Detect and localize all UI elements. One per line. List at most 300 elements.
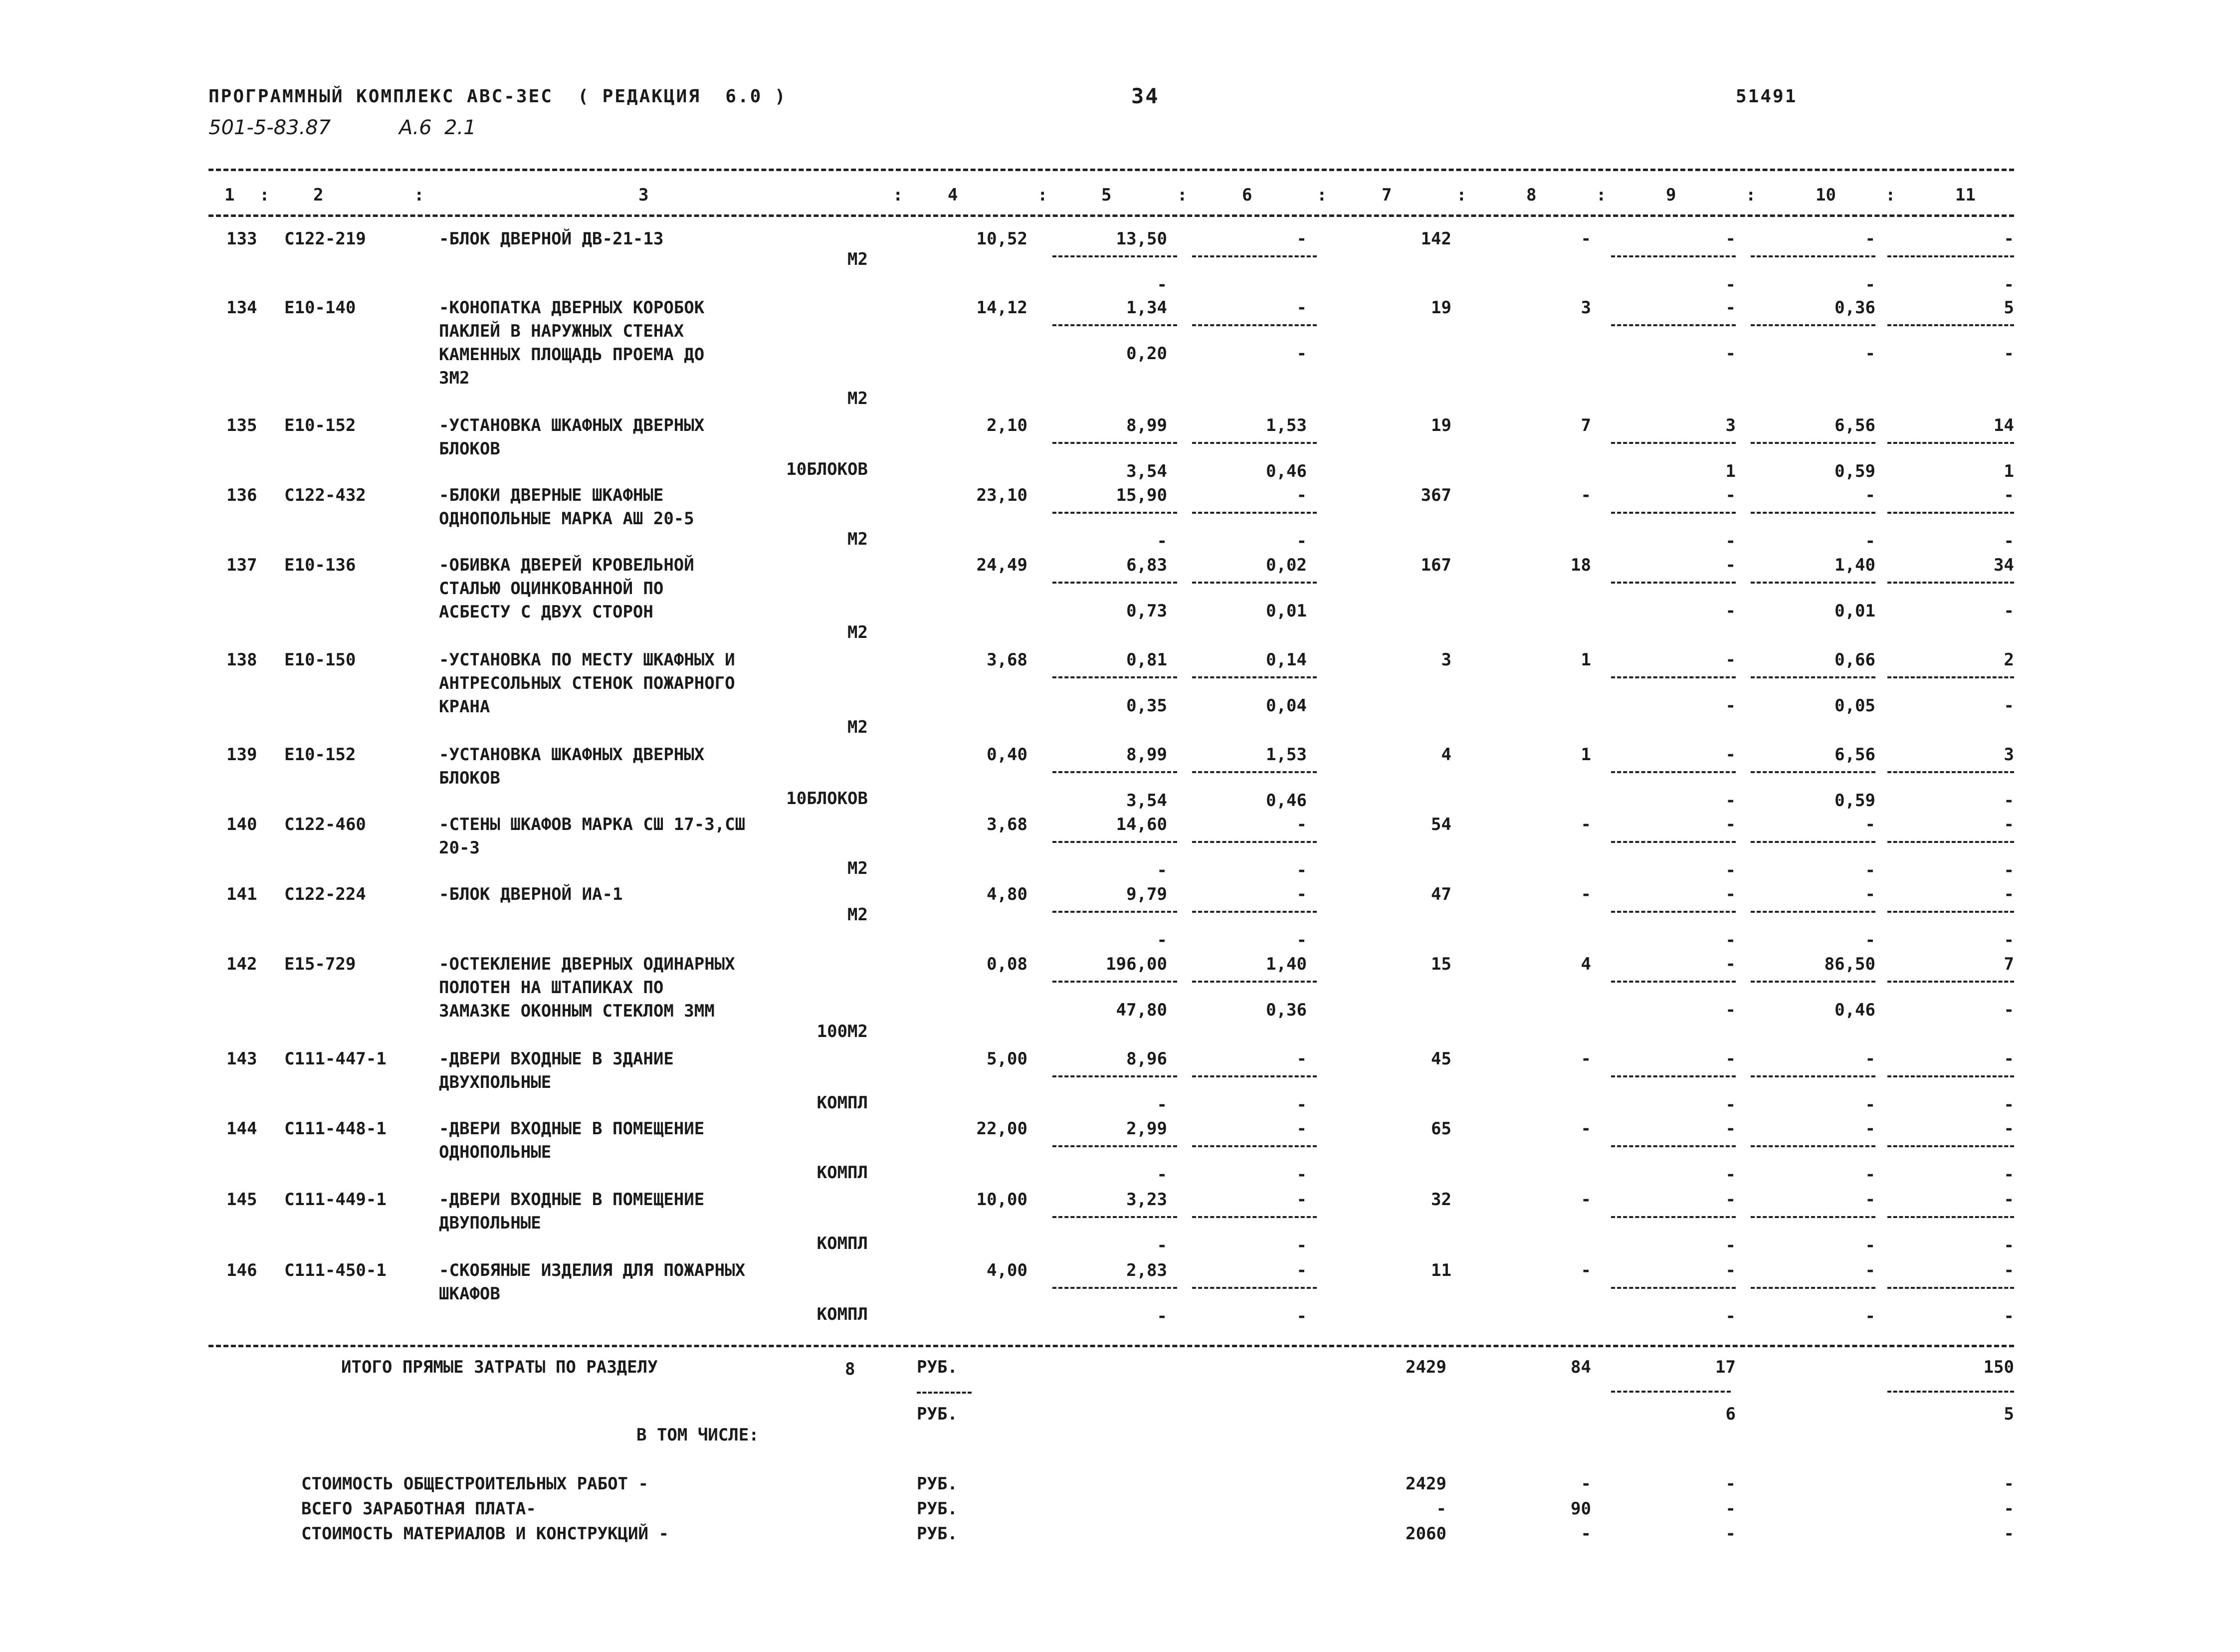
row-col11-divider [1887,676,2014,678]
row-col6-divider [1192,255,1317,257]
row-col9-bottom: 1 [1725,461,1736,481]
row-col11-divider [1887,1216,2014,1218]
row-col11-divider [1887,1075,2014,1077]
row-col9-top: 3 [1725,415,1736,435]
row-col10-top: 6,56 [1834,415,1875,435]
row-col7-total: 65 [1431,1119,1451,1139]
row-description: -ОСТЕКЛЕНИЕ ДВЕРНЫХ ОДИНАРНЫХ [439,954,735,974]
row-col9-divider [1611,841,1736,843]
column-separator: : [414,185,424,205]
row-col11-top: 7 [2004,954,2014,974]
row-col4-quantity: 10,52 [976,229,1027,249]
row-col9-top: - [1725,1049,1736,1069]
summary-col8: - [1581,1524,1591,1544]
row-col11-top: - [2004,1190,2014,1210]
summary-label: СТОИМОСТЬ МАТЕРИАЛОВ И КОНСТРУКЦИЙ - [301,1524,669,1544]
row-col11-top: - [2004,1260,2014,1280]
totals-rule [208,1345,2014,1347]
row-col9-top: - [1725,1190,1736,1210]
row-col9-bottom: - [1725,930,1736,950]
row-col9-bottom: - [1725,1095,1736,1115]
totals-unit-2: РУБ. [917,1404,958,1424]
row-col6-divider [1192,841,1317,843]
row-col8: 18 [1571,555,1591,575]
row-description: БЛОКОВ [439,768,500,788]
row-col5-divider [1052,582,1177,584]
row-col5-bottom: - [1157,275,1167,295]
row-col9-divider [1611,1216,1736,1218]
row-description: -БЛОК ДВЕРНОЙ ИА-1 [439,884,623,904]
row-col10-top: - [1865,485,1875,505]
row-col8: - [1581,1049,1591,1069]
totals-col9-divider [1611,1391,1731,1393]
row-col5-divider [1052,324,1177,326]
row-col5-top: 15,90 [1116,485,1167,505]
row-unit: 10БЛОКОВ [786,459,868,479]
row-col6-bottom: 0,36 [1266,1000,1307,1020]
row-number: 139 [226,745,257,765]
row-col6-divider [1192,442,1317,444]
summary-col11: - [2004,1524,2014,1544]
row-description: -ДВЕРИ ВХОДНЫЕ В ЗДАНИЕ [439,1049,674,1069]
row-col6-divider [1192,981,1317,983]
column-separator: : [1317,185,1327,205]
row-col6-bottom: - [1296,1236,1307,1255]
row-col9-bottom: - [1725,791,1736,811]
row-col5-divider [1052,911,1177,913]
row-code: С122-224 [284,884,366,904]
row-col10-top: - [1865,815,1875,834]
row-col7-total: 11 [1431,1260,1451,1280]
column-separator: : [1037,185,1048,205]
row-description: ПАКЛЕЙ В НАРУЖНЫХ СТЕНАХ [439,321,684,341]
row-code: Е10-136 [284,555,356,575]
totals-unit-underline [917,1392,972,1394]
row-col6-top: 0,02 [1266,555,1307,575]
row-col4-quantity: 0,08 [987,954,1027,974]
row-col6-top: 0,14 [1266,650,1307,670]
row-col7-total: 54 [1431,815,1451,834]
row-col8: - [1581,815,1591,834]
handwritten-reference: 501-5-83.87 [208,116,331,139]
row-col5-top: 8,99 [1126,415,1167,435]
row-col6-top: - [1296,485,1307,505]
row-col10-divider [1751,911,1875,913]
totals-col8: 84 [1571,1357,1591,1377]
row-col6-bottom: - [1296,1306,1307,1326]
summary-col7: 2060 [1406,1524,1446,1544]
row-col8: 1 [1581,650,1591,670]
summary-col9: - [1725,1524,1736,1544]
row-col5-top: 3,23 [1126,1190,1167,1210]
row-col8: 4 [1581,954,1591,974]
row-unit: КОМПЛ [816,1234,868,1253]
row-description: ЗАМАЗКЕ ОКОННЫМ СТЕКЛОМ 3ММ [439,1001,715,1021]
column-separator: : [1885,185,1896,205]
row-col5-bottom: 0,20 [1126,344,1167,364]
row-col9-divider [1611,771,1736,773]
row-col6-bottom: - [1296,1165,1307,1185]
row-col10-bottom: - [1865,531,1875,551]
row-col6-divider [1192,324,1317,326]
row-col10-top: - [1865,229,1875,249]
row-col9-bottom: - [1725,860,1736,880]
row-col6-bottom: - [1296,531,1307,551]
row-col4-quantity: 10,00 [976,1190,1027,1210]
row-col5-top: 9,79 [1126,884,1167,904]
row-col11-top: 34 [1994,555,2014,575]
row-col10-bottom: - [1865,275,1875,295]
row-col11-bottom: - [2004,1306,2014,1326]
row-col6-top: - [1296,815,1307,834]
row-col11-divider [1887,1287,2014,1289]
row-col6-top: - [1296,298,1307,318]
row-col10-divider [1751,981,1875,983]
row-col10-divider [1751,442,1875,444]
row-col7-total: 19 [1431,298,1451,318]
row-col4-quantity: 4,00 [987,1260,1027,1280]
row-col6-top: 1,53 [1266,415,1307,435]
column-header-3: 3 [638,185,649,205]
row-number: 137 [226,555,257,575]
row-col4-quantity: 24,49 [976,555,1027,575]
summary-col9: - [1725,1474,1736,1494]
row-col8: - [1581,1119,1591,1139]
top-rule [208,169,2014,171]
row-description: -ДВЕРИ ВХОДНЫЕ В ПОМЕЩЕНИЕ [439,1119,705,1139]
row-col11-bottom: - [2004,791,2014,811]
row-unit: М2 [847,529,868,549]
row-col8: 3 [1581,298,1591,318]
row-col10-bottom: 0,05 [1834,696,1875,716]
row-col9-bottom: - [1725,344,1736,364]
row-col4-quantity: 5,00 [987,1049,1027,1069]
row-description: 3М2 [439,368,470,388]
row-col7-total: 19 [1431,415,1451,435]
row-col7-total: 3 [1441,650,1451,670]
row-description: КРАНА [439,697,490,717]
totals-col9-bottom: 6 [1725,1404,1736,1424]
row-col9-top: - [1725,650,1736,670]
row-col11-bottom: - [2004,531,2014,551]
totals-unit-1: РУБ. [917,1357,958,1377]
row-col9-top: - [1725,1260,1736,1280]
row-col6-bottom: 0,01 [1266,601,1307,621]
row-col4-quantity: 22,00 [976,1119,1027,1139]
row-col4-quantity: 14,12 [976,298,1027,318]
row-col8: - [1581,1190,1591,1210]
row-col11-top: - [2004,1119,2014,1139]
header-bottom-rule [208,214,2014,217]
row-col6-divider [1192,771,1317,773]
row-description: 20-3 [439,838,480,858]
row-description: -БЛОК ДВЕРНОЙ ДВ-21-13 [439,229,664,249]
row-col10-bottom: 0,46 [1834,1000,1875,1020]
summary-col9: - [1725,1499,1736,1519]
row-col11-top: - [2004,815,2014,834]
row-col5-top: 14,60 [1116,815,1167,834]
row-col9-bottom: - [1725,1306,1736,1326]
row-col11-bottom: - [2004,601,2014,621]
row-col6-divider [1192,911,1317,913]
row-col7-total: 367 [1421,485,1451,505]
row-col10-bottom: 0,59 [1834,791,1875,811]
row-col10-divider [1751,841,1875,843]
row-col9-bottom: - [1725,531,1736,551]
page-number: 34 [1131,84,1160,108]
row-col6-top: - [1296,1049,1307,1069]
row-col11-bottom: - [2004,275,2014,295]
summary-label: СТОИМОСТЬ ОБЩЕСТРОИТЕЛЬНЫХ РАБОТ - [301,1474,648,1494]
row-col10-divider [1751,512,1875,514]
row-col9-top: - [1725,555,1736,575]
row-col10-divider [1751,255,1875,257]
row-col10-bottom: - [1865,1165,1875,1185]
row-col9-divider [1611,582,1736,584]
row-code: С111-449-1 [284,1190,387,1210]
totals-section: 8 [845,1359,855,1379]
column-header-8: 8 [1526,185,1537,205]
row-col5-bottom: 3,54 [1126,461,1167,481]
row-col11-top: - [2004,1049,2014,1069]
totals-label: ИТОГО ПРЯМЫЕ ЗАТРАТЫ ПО РАЗДЕЛУ [341,1357,658,1377]
row-col11-divider [1887,512,2014,514]
row-col10-bottom: - [1865,1236,1875,1255]
row-unit: М2 [847,905,868,925]
row-col11-top: - [2004,884,2014,904]
row-col9-divider [1611,676,1736,678]
row-unit: 100М2 [816,1022,868,1041]
row-unit: КОМПЛ [816,1163,868,1183]
row-code: Е10-152 [284,745,356,765]
row-col7-total: 47 [1431,884,1451,904]
row-col9-bottom: - [1725,1165,1736,1185]
row-col5-top: 2,99 [1126,1119,1167,1139]
column-header-6: 6 [1242,185,1252,205]
row-col9-divider [1611,1145,1736,1147]
row-col9-divider [1611,442,1736,444]
row-description: -БЛОКИ ДВЕРНЫЕ ШКАФНЫЕ [439,485,664,505]
row-col9-top: - [1725,298,1736,318]
row-col10-divider [1751,1145,1875,1147]
column-separator: : [893,185,903,205]
row-col5-top: 8,96 [1126,1049,1167,1069]
row-number: 140 [226,815,257,834]
row-col10-divider [1751,771,1875,773]
row-description: -ОБИВКА ДВЕРЕЙ КРОВЕЛЬНОЙ [439,555,694,575]
row-col5-divider [1052,1216,1177,1218]
row-col11-bottom: - [2004,1095,2014,1115]
row-col4-quantity: 4,80 [987,884,1027,904]
row-unit: КОМПЛ [816,1093,868,1113]
column-header-9: 9 [1666,185,1676,205]
row-description: ДВУПОЛЬНЫЕ [439,1213,541,1233]
row-col5-top: 8,99 [1126,745,1167,765]
row-col10-divider [1751,1287,1875,1289]
row-col10-divider [1751,676,1875,678]
row-description: АНТРЕСОЛЬНЫХ СТЕНОК ПОЖАРНОГО [439,673,735,693]
row-number: 142 [226,954,257,974]
row-col7-total: 167 [1421,555,1451,575]
column-header-11: 11 [1955,185,1976,205]
summary-unit: РУБ. [917,1499,958,1519]
row-col6-divider [1192,582,1317,584]
document-code: 51491 [1736,86,1798,107]
row-col7-total: 45 [1431,1049,1451,1069]
row-col9-divider [1611,1075,1736,1077]
row-unit: М2 [847,389,868,409]
row-unit: М2 [847,622,868,642]
row-col10-top: 86,50 [1824,954,1875,974]
row-description: -ДВЕРИ ВХОДНЫЕ В ПОМЕЩЕНИЕ [439,1190,705,1210]
row-col10-top: 0,36 [1834,298,1875,318]
row-col9-divider [1611,981,1736,983]
row-col5-divider [1052,771,1177,773]
row-code: Е10-150 [284,650,356,670]
row-col6-bottom: - [1296,930,1307,950]
row-col8: - [1581,485,1591,505]
row-col10-bottom: - [1865,344,1875,364]
row-col6-bottom: 0,46 [1266,791,1307,811]
row-col10-divider [1751,324,1875,326]
row-col11-bottom: - [2004,344,2014,364]
row-col5-divider [1052,512,1177,514]
row-col11-top: - [2004,485,2014,505]
column-header-4: 4 [948,185,958,205]
row-col11-divider [1887,981,2014,983]
row-col9-divider [1611,512,1736,514]
row-col7-total: 32 [1431,1190,1451,1210]
row-description: -УСТАНОВКА ШКАФНЫХ ДВЕРНЫХ [439,415,705,435]
row-number: 134 [226,298,257,318]
row-col5-top: 0,81 [1126,650,1167,670]
row-number: 136 [226,485,257,505]
row-col8: - [1581,229,1591,249]
row-description: -УСТАНОВКА ПО МЕСТУ ШКАФНЫХ И [439,650,735,670]
row-col9-divider [1611,324,1736,326]
row-description: ДВУХПОЛЬНЫЕ [439,1072,552,1092]
row-code: С122-432 [284,485,366,505]
row-col9-top: - [1725,229,1736,249]
row-col10-top: - [1865,1119,1875,1139]
row-col7-total: 15 [1431,954,1451,974]
row-unit: КОМПЛ [816,1304,868,1324]
row-description: ОДНОПОЛЬНЫЕ МАРКА АШ 20-5 [439,509,694,529]
row-col6-top: - [1296,884,1307,904]
row-col9-divider [1611,1287,1736,1289]
row-number: 144 [226,1119,257,1139]
row-col10-top: 6,56 [1834,745,1875,765]
row-col10-divider [1751,582,1875,584]
row-col10-top: 0,66 [1834,650,1875,670]
row-col11-divider [1887,841,2014,843]
row-col5-top: 1,34 [1126,298,1167,318]
program-title: ПРОГРАММНЫЙ КОМПЛЕКС АВС-ЗЕС ( РЕДАКЦИЯ 6.0 ) [208,86,787,107]
row-col10-top: - [1865,884,1875,904]
row-col9-bottom: - [1725,1236,1736,1255]
column-header-2: 2 [313,185,324,205]
row-col11-top: - [2004,229,2014,249]
row-col6-top: - [1296,229,1307,249]
row-col10-top: - [1865,1049,1875,1069]
row-col5-bottom: 0,73 [1126,601,1167,621]
row-number: 133 [226,229,257,249]
row-col5-bottom: - [1157,860,1167,880]
row-col10-bottom: - [1865,930,1875,950]
row-col6-bottom: 0,04 [1266,696,1307,716]
row-col9-bottom: - [1725,275,1736,295]
row-col10-divider [1751,1075,1875,1077]
row-col9-top: - [1725,1119,1736,1139]
column-separator: : [259,185,270,205]
row-col9-divider [1611,255,1736,257]
row-col9-top: - [1725,745,1736,765]
row-col6-top: - [1296,1119,1307,1139]
row-col10-top: 1,40 [1834,555,1875,575]
row-col6-top: - [1296,1260,1307,1280]
row-col10-bottom: - [1865,860,1875,880]
row-code: Е15-729 [284,954,356,974]
summary-label: ВСЕГО ЗАРАБОТНАЯ ПЛАТА- [301,1499,536,1519]
row-description: -УСТАНОВКА ШКАФНЫХ ДВЕРНЫХ [439,745,705,765]
row-number: 135 [226,415,257,435]
row-col11-top: 5 [2004,298,2014,318]
row-unit: М2 [847,249,868,269]
row-code: С111-448-1 [284,1119,387,1139]
row-col9-top: - [1725,884,1736,904]
row-col5-bottom: - [1157,531,1167,551]
row-col8: 7 [1581,415,1591,435]
row-col5-bottom: - [1157,1165,1167,1185]
row-col11-bottom: - [2004,1165,2014,1185]
row-col7-total: 4 [1441,745,1451,765]
row-description: -КОНОПАТКА ДВЕРНЫХ КОРОБОК [439,298,705,318]
row-col7-total: 142 [1421,229,1451,249]
row-col6-divider [1192,1287,1317,1289]
column-header-7: 7 [1382,185,1392,205]
column-separator: : [1456,185,1467,205]
row-code: С111-450-1 [284,1260,387,1280]
row-col9-bottom: - [1725,696,1736,716]
column-separator: : [1177,185,1188,205]
including-label: В ТОМ ЧИСЛЕ: [636,1425,759,1445]
summary-col7: - [1436,1499,1446,1519]
row-col9-divider [1611,911,1736,913]
row-unit: М2 [847,858,868,878]
row-col5-bottom: - [1157,1306,1167,1326]
row-col5-divider [1052,841,1177,843]
column-header-10: 10 [1816,185,1836,205]
summary-col8: - [1581,1474,1591,1494]
row-col10-bottom: - [1865,1306,1875,1326]
row-col5-divider [1052,676,1177,678]
row-col5-divider [1052,1287,1177,1289]
row-col6-bottom: 0,46 [1266,461,1307,481]
row-col6-bottom: - [1296,344,1307,364]
row-col5-divider [1052,1145,1177,1147]
row-col6-top: 1,40 [1266,954,1307,974]
row-code: С122-219 [284,229,366,249]
row-col11-divider [1887,442,2014,444]
row-col5-divider [1052,1075,1177,1077]
row-col11-divider [1887,911,2014,913]
row-col9-bottom: - [1725,601,1736,621]
row-col6-bottom: - [1296,1095,1307,1115]
row-col5-bottom: 0,35 [1126,696,1167,716]
row-description: БЛОКОВ [439,439,500,459]
row-col6-divider [1192,1075,1317,1077]
row-col4-quantity: 23,10 [976,485,1027,505]
